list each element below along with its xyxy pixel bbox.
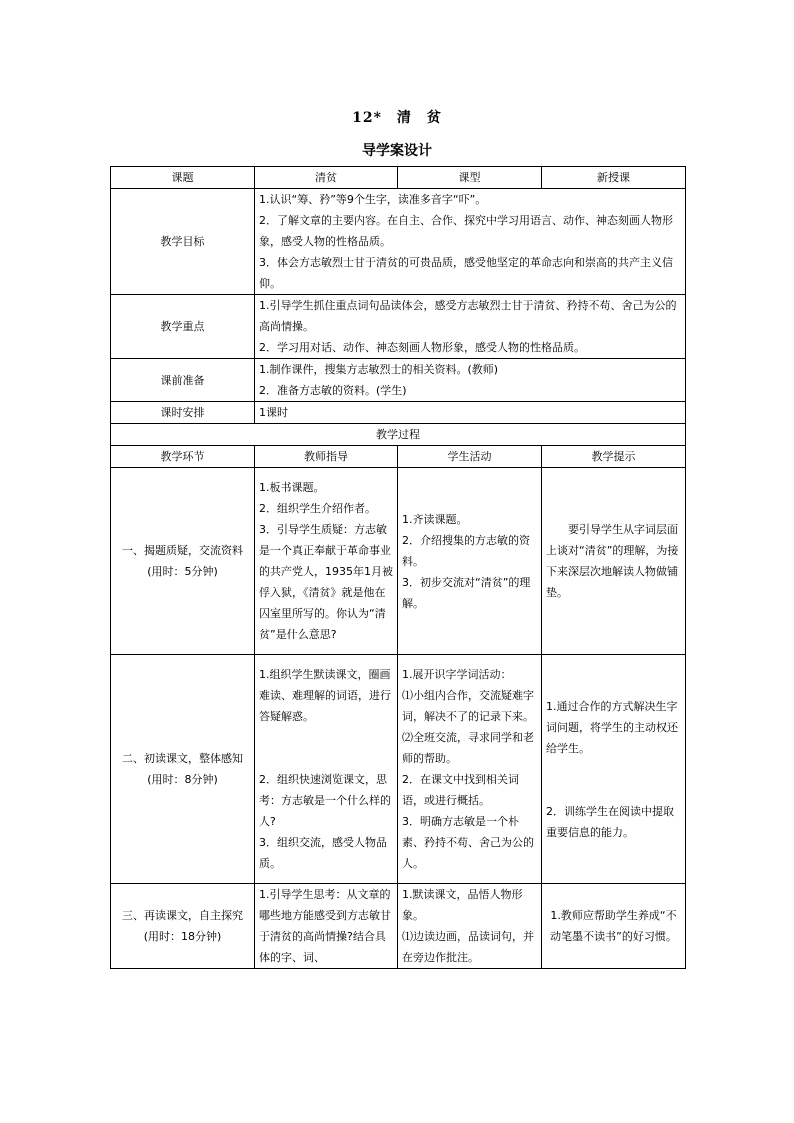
column-header-teacher: 教师指导 xyxy=(255,446,398,468)
teacher-step: 3．组织交流，感受人物品质。 xyxy=(259,836,387,870)
tip-text: 1.通过合作的方式解决生字词问题，将学生的主动权还给学生。 xyxy=(546,699,678,755)
stage-cell xyxy=(111,655,255,884)
focus-line: 1.引导学生抓住重点词句品读体会，感受方志敏烈士甘于清贫、矜持不苟、舍己为公的高尚情操。 xyxy=(259,299,677,333)
goals-content xyxy=(255,189,686,295)
tip-text: 2．训练学生在阅读中提取重要信息的能力。 xyxy=(546,804,674,839)
document-subtitle: 导学案设计 xyxy=(362,143,432,159)
tips-cell xyxy=(542,884,686,969)
prep-label: 课前准备 xyxy=(111,359,255,402)
process-title-row xyxy=(111,424,686,446)
student-cell xyxy=(398,884,542,969)
prep-row xyxy=(111,359,686,402)
process-row-1 xyxy=(111,468,686,655)
student-step: ⑴边读边画，品读词句，并在旁边作批注。 xyxy=(402,930,534,964)
teacher-cell xyxy=(255,468,398,655)
teacher-cell xyxy=(255,884,398,969)
teacher-step: 1.引导学生思考：从文章的哪些地方能感受到方志敏甘于清贫的高尚情操?结合具体的字、词、 xyxy=(259,888,391,964)
stage-time: (用时：8分钟) xyxy=(147,773,218,786)
student-step: 3．初步交流对“清贫”的理解。 xyxy=(402,575,531,610)
stage-cell xyxy=(111,884,255,969)
process-row-2 xyxy=(111,655,686,884)
spacer xyxy=(259,727,393,769)
prep-line: 1.制作课件，搜集方志敏烈士的相关资料。(教师) xyxy=(259,363,499,376)
stage-time: (用时：5分钟) xyxy=(147,565,218,578)
focus-line: 2．学习用对话、动作、神态刻画人物形象，感受人物的性格品质。 xyxy=(259,341,585,354)
teacher-step: 1.板书课题。 xyxy=(259,481,325,494)
teacher-cell xyxy=(255,655,398,884)
process-header-row xyxy=(111,446,686,468)
student-step: 2．介绍搜集的方志敏的资料。 xyxy=(402,533,530,568)
student-step: 1.展开识字学词活动： xyxy=(402,668,512,681)
column-header-tips: 教学提示 xyxy=(542,446,686,468)
topic-value: 清贫 xyxy=(255,167,398,189)
stage-name: 一、揭题质疑，交流资料 xyxy=(122,544,243,557)
student-cell xyxy=(398,468,542,655)
focus-row xyxy=(111,295,686,359)
student-step: ⑵全班交流，寻求同学和老师的帮助。 xyxy=(402,731,534,765)
goal-line: 2．了解文章的主要内容。在自主、合作、探究中学习用语言、动作、神态刻画人物形象，感受人物的性格品质。 xyxy=(259,214,673,248)
spacer xyxy=(546,759,681,801)
focus-content xyxy=(255,295,686,359)
student-step: 1.齐读课题。 xyxy=(402,512,468,526)
goals-row xyxy=(111,189,686,295)
lesson-plan-table xyxy=(110,166,686,969)
student-step: 2．在课文中找到相关词语，或进行概括。 xyxy=(402,773,519,807)
type-label: 课型 xyxy=(398,167,542,189)
prep-content xyxy=(255,359,686,402)
student-cell xyxy=(398,655,542,884)
tips-cell xyxy=(542,655,686,884)
goals-label: 教学目标 xyxy=(111,189,255,295)
prep-line: 2．准备方志敏的资料。(学生) xyxy=(259,384,407,397)
process-title: 教学过程 xyxy=(111,424,686,446)
stage-name: 三、再读课文，自主探究 xyxy=(122,909,243,922)
hours-value: 1课时 xyxy=(255,402,686,424)
stage-cell xyxy=(111,468,255,655)
teacher-step: 2．组织快速浏览课文，思考：方志敏是一个什么样的人? xyxy=(259,773,391,828)
tip-text: 要引导学生从字词层面上谈对“清贫”的理解，为接下来深层次地解读人物做铺垫。 xyxy=(546,523,679,599)
header-row xyxy=(111,167,686,189)
focus-label: 教学重点 xyxy=(111,295,255,359)
hours-label: 课时安排 xyxy=(111,402,255,424)
goal-line: 1.认识“筹、矜”等9个生字，读准多音字“吓”。 xyxy=(259,193,487,206)
stage-time: (用时：18分钟) xyxy=(143,930,222,943)
goal-line: 3．体会方志敏烈士甘于清贫的可贵品质，感受他坚定的革命志向和崇高的共产主义信仰。 xyxy=(259,256,673,290)
topic-label: 课题 xyxy=(111,167,255,189)
stage-name: 二、初读课文，整体感知 xyxy=(122,752,243,765)
student-step: 1.默读课文，品悟人物形象。 xyxy=(402,888,523,922)
column-header-stage: 教学环节 xyxy=(111,446,255,468)
hours-row xyxy=(111,402,686,424)
teacher-step: 3．引导学生质疑：方志敏是一个真正奉献于革命事业的共产党人，1935年1月被俘入狱，《清贫》就是他在囚室里所写的。你认为“清贫”是什么意思? xyxy=(259,523,393,641)
process-row-3 xyxy=(111,884,686,969)
teacher-step: 2．组织学生介绍作者。 xyxy=(259,502,376,515)
student-step: 3．明确方志敏是一个朴素、矜持不苟、舍己为公的人。 xyxy=(402,815,534,870)
type-value: 新授课 xyxy=(542,167,686,189)
tips-cell xyxy=(542,468,686,655)
tip-text: 1.教师应帮助学生养成“不动笔墨不读书”的好习惯。 xyxy=(550,909,677,943)
teacher-step: 1.组织学生默读课文，圈画难读、难理解的词语，进行答疑解惑。 xyxy=(259,668,391,723)
column-header-student: 学生活动 xyxy=(398,446,542,468)
document-title: 12* 清 贫 xyxy=(352,110,442,126)
student-step: ⑴小组内合作，交流疑难字词，解决不了的记录下来。 xyxy=(402,689,534,723)
